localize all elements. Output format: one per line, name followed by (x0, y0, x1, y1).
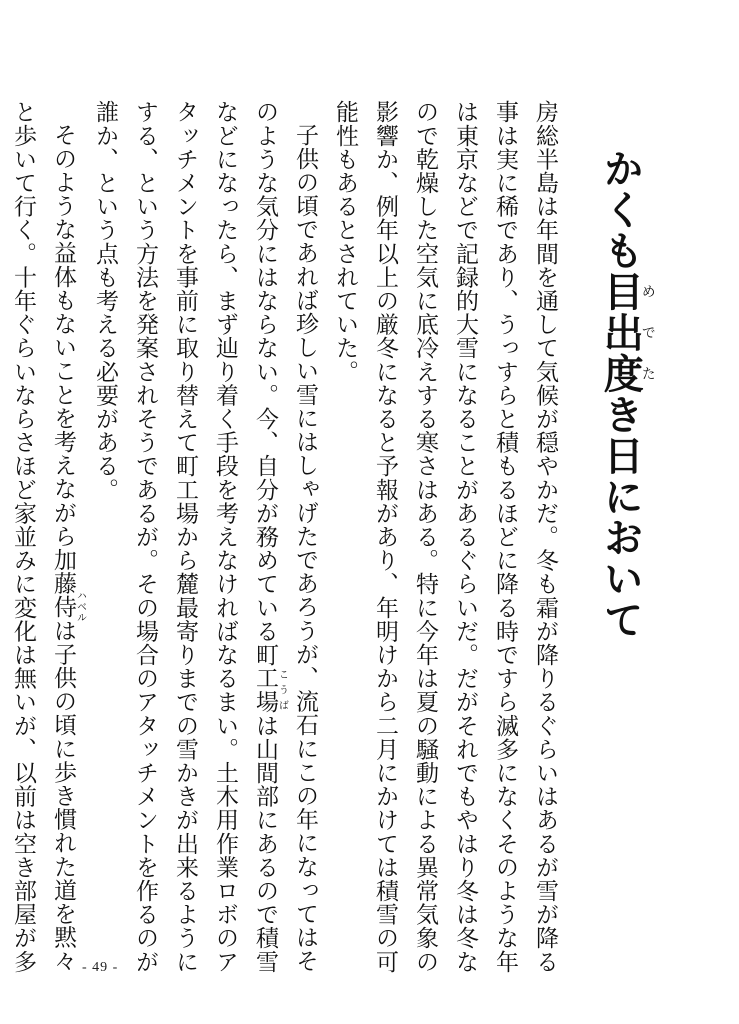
title-part2: き日において (597, 394, 645, 640)
title-furigana-ta: た (639, 353, 656, 394)
ruby-kouba: 工場こうば (252, 666, 288, 714)
paragraph: 子供の頃であれば珍しい雪にはしゃげたであろうが、流石にこの年になってはそのような気分にはならない。今、自分が務めている町工場こうばは山間部にあるので積雪などになったら、まず辿り着く手段を考えなければなるまい。土木用作業ロボのアタッチメントを事前に取り替えて町工場から麓最寄りまでの雪かきが出来るようにする、という方法を発案されそうであるが。その場合のアタッチメントを作るのが誰か、という点も考える必要がある。 (92, 100, 318, 974)
furigana-kouba: こうば (276, 666, 288, 714)
furigana-haberu: ハベル (74, 590, 86, 623)
page-number: - 49 - (82, 960, 119, 975)
title-part1: かくも (597, 148, 645, 271)
title-ruby-medeta: 目出めで (597, 271, 656, 353)
title-ruby-ta: 度た (597, 353, 656, 394)
paragraph: 房総半島は年間を通して気候が穏やかだ。冬も霜が降りるぐらいはあるが雪が降る事は実に稀であり、うっすらと積もるほどに降る時ですら滅多になくそのような年は東京などで記録的大雪になることがあるぐらいだ。だがそれでもやはり冬は冬なので乾燥した空気に底冷えする寒さはある。特に今年は夏の騒動による異常気象の影響か、例年以上の厳冬になると予報があり、年明けから二月にかけては積雪の可能性もあるとされていた。 (332, 100, 558, 974)
title-furigana-medeta: めで (639, 271, 656, 353)
ruby-haberu: 侍ハベル (50, 590, 86, 623)
paragraph: そのような益体もないことを考えながら加藤侍ハベルは子供の頃に歩き慣れた道を黙々と歩いて行く。十年ぐらいならさほど家並みに変化は無いが、以前は空き部屋が多 (10, 100, 86, 974)
chapter-title (597, 148, 656, 640)
